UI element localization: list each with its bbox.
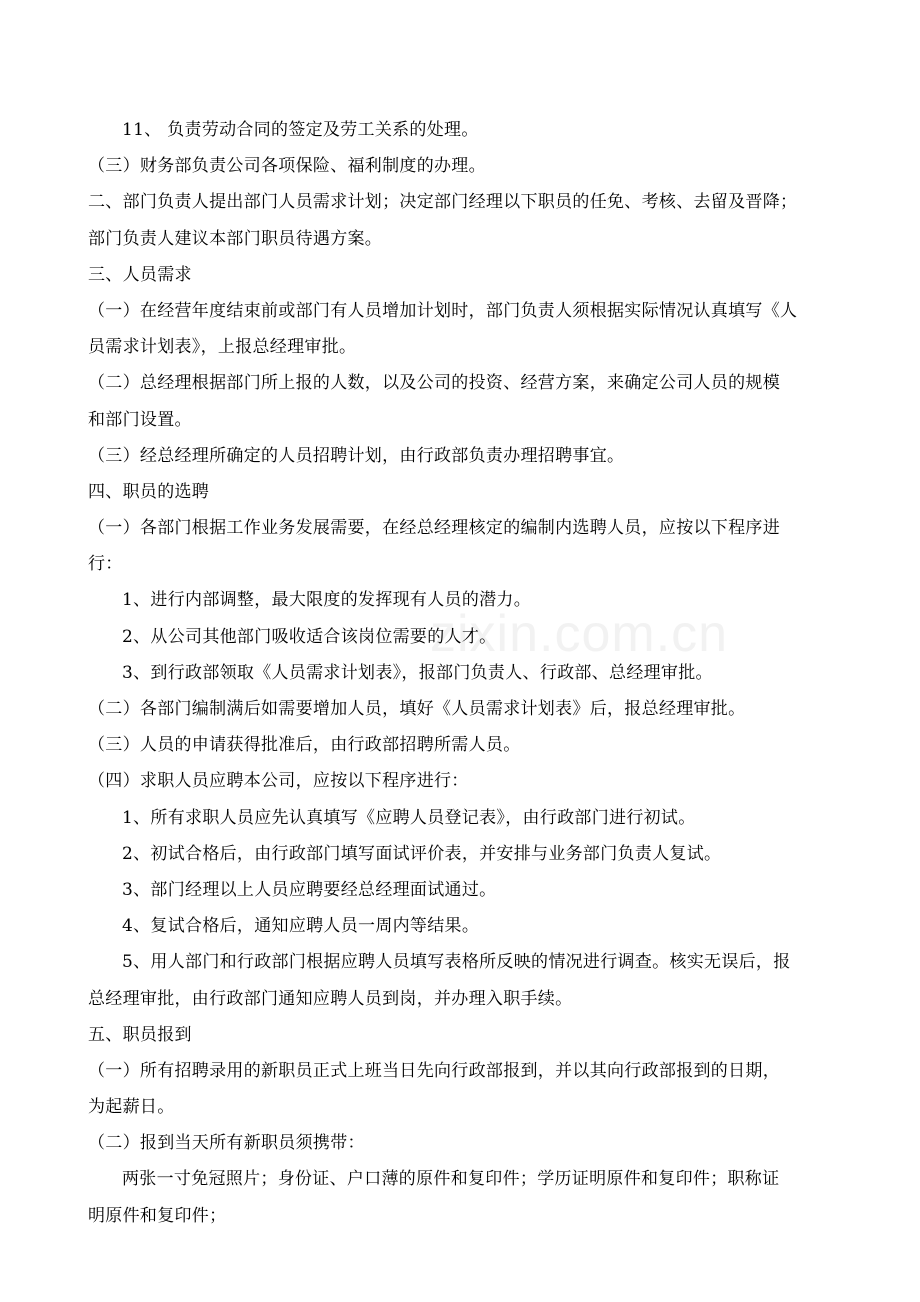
section-heading: 五、职员报到 [88, 1024, 192, 1045]
list-item: 5、用人部门和行政部门根据应聘人员填写表格所反映的情况进行调查。核实无误后，报 [122, 952, 791, 973]
paragraph-line: 员需求计划表》，上报总经理审批。 [88, 337, 357, 358]
list-item: 1、进行内部调整，最大限度的发挥现有人员的潜力。 [122, 590, 532, 611]
paragraph-line: 部门负责人建议本部门职员待遇方案。 [88, 228, 383, 249]
paragraph-line: （二）报到当天所有新职员须携带： [88, 1133, 365, 1154]
paragraph-line: 总经理审批，由行政部门通知应聘人员到岗，并办理入职手续。 [88, 988, 573, 1009]
paragraph-line: 行： [88, 554, 123, 575]
list-item: 3、到行政部领取《人员需求计划表》，报部门负责人、行政部、总经理审批。 [122, 662, 713, 683]
paragraph-line: （一）所有招聘录用的新职员正式上班当日先向行政部报到，并以其向行政部报到的日期， [88, 1060, 780, 1081]
list-item: 3、部门经理以上人员应聘要经总经理面试通过。 [122, 879, 497, 900]
paragraph-line: 11、 负责劳动合同的签定及劳工关系的处理。 [122, 120, 479, 140]
paragraph-line: （四）求职人员应聘本公司，应按以下程序进行： [88, 771, 469, 792]
list-item: 2、从公司其他部门吸收适合该岗位需要的人才。 [122, 626, 497, 647]
paragraph-line: （三）经总经理所确定的人员招聘计划，由行政部负责办理招聘事宜。 [88, 445, 625, 466]
document-body [88, 112, 836, 1234]
paragraph-line: 两张一寸免冠照片；身份证、户口薄的原件和复印件；学历证明原件和复印件；职称证 [122, 1169, 780, 1190]
paragraph-line: （三）人员的申请获得批准后，由行政部招聘所需人员。 [88, 735, 521, 756]
paragraph-line: （一）在经营年度结束前或部门有人员增加计划时，部门负责人须根据实际情况认真填写《人 [88, 300, 798, 321]
paragraph-line: （三）财务部负责公司各项保险、福利制度的办理。 [88, 156, 486, 177]
paragraph-line: 和部门设置。 [88, 409, 192, 430]
paragraph-line: （二）总经理根据部门所上报的人数，以及公司的投资、经营方案，来确定公司人员的规模 [88, 373, 780, 394]
section-heading: 三、人员需求 [88, 264, 192, 285]
paragraph-line: 明原件和复印件； [88, 1205, 227, 1226]
list-item: 4、复试合格后，通知应聘人员一周内等结果。 [122, 916, 480, 937]
list-item: 2、初试合格后，由行政部门填写面试评价表，并安排与业务部门负责人复试。 [122, 843, 722, 864]
watermark: zixin.com.cn [430, 605, 729, 663]
paragraph-line: 二、部门负责人提出部门人员需求计划；决定部门经理以下职员的任免、考核、去留及晋降； [88, 192, 798, 213]
paragraph-line: （二）各部门编制满后如需要增加人员，填好《人员需求计划表》后，报总经理审批。 [88, 699, 746, 719]
paragraph-line: 为起薪日。 [88, 1097, 175, 1118]
paragraph-line: （一）各部门根据工作业务发展需要，在经总经理核定的编制内选聘人员，应按以下程序进 [88, 518, 780, 539]
section-heading: 四、职员的选聘 [88, 481, 210, 502]
list-item: 1、所有求职人员应先认真填写《应聘人员登记表》，由行政部门进行初试。 [122, 807, 696, 828]
